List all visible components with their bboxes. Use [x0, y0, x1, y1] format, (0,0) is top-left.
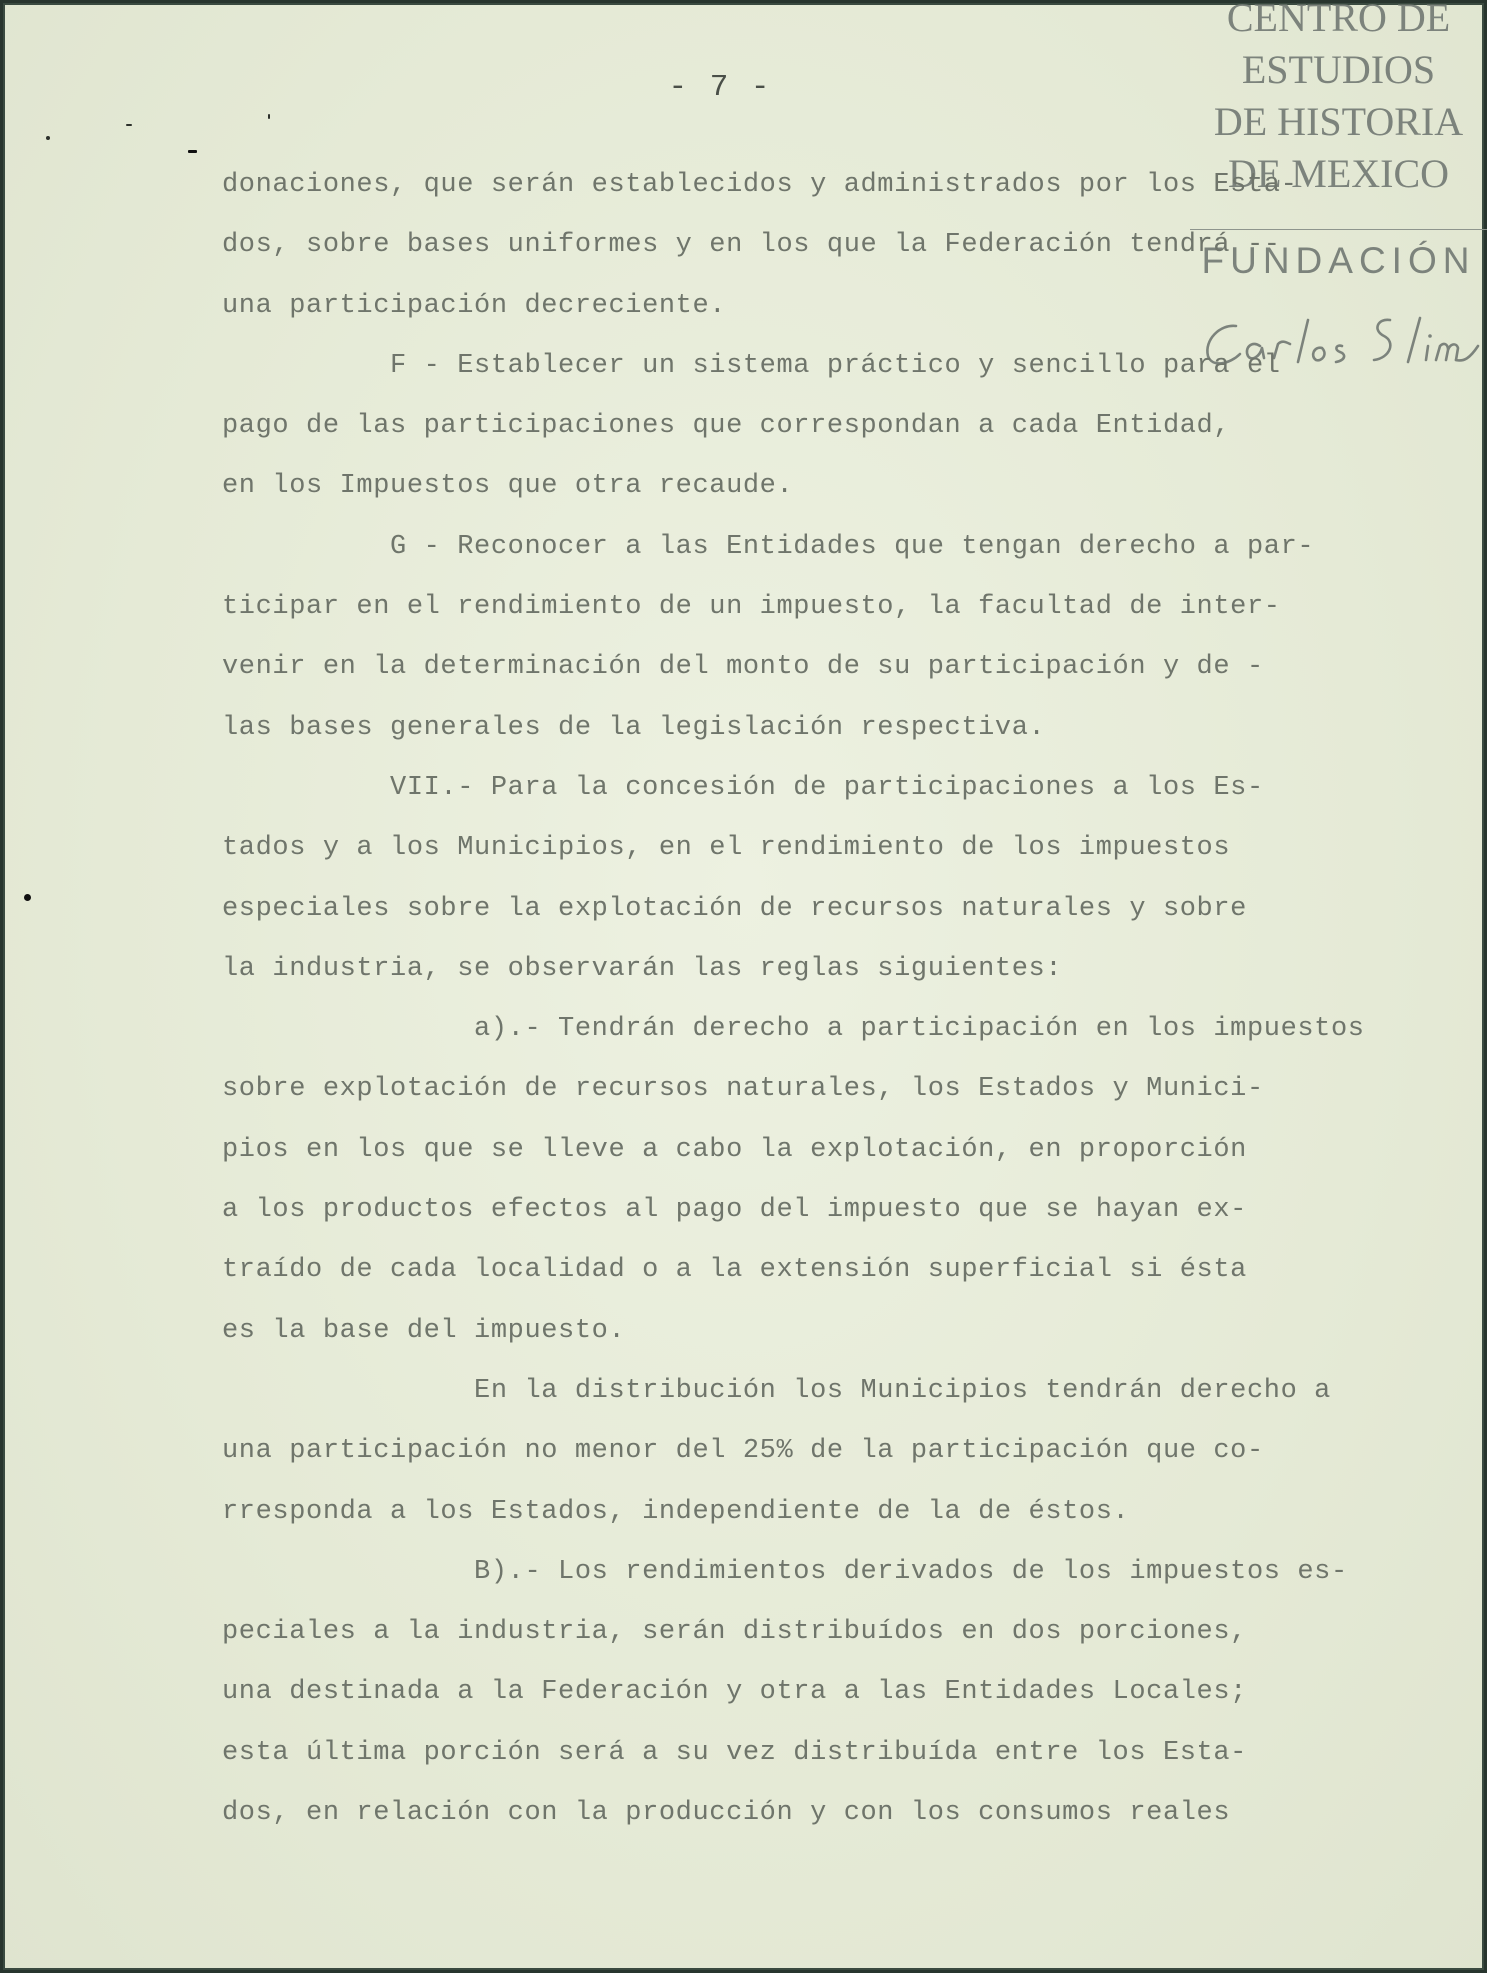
- text-line: VII.- Para la concesión de participaciones a los Es-: [222, 772, 1264, 803]
- text-line: una participación no menor del 25% de la participación que co-: [222, 1436, 1264, 1467]
- ink-speck: [24, 894, 31, 901]
- text-line: las bases generales de la legislación respectiva.: [222, 712, 1046, 743]
- text-line: ticipar en el rendimiento de un impuesto, la facultad de inter-: [222, 592, 1281, 623]
- text-line: una destinada a la Federación y otra a las Entidades Locales;: [222, 1677, 1247, 1708]
- text-line: G - Reconocer a las Entidades que tengan derecho a par-: [222, 531, 1315, 562]
- text-line: rresponda a los Estados, independiente de la de éstos.: [222, 1496, 1130, 1527]
- text-line: B).- Los rendimientos derivados de los impuestos es-: [222, 1556, 1348, 1587]
- stamp-line: DE HISTORIA: [1213, 99, 1464, 144]
- text-line: esta última porción será a su vez distribuída entre los Esta-: [222, 1737, 1247, 1768]
- text-line: la industria, se observarán las reglas siguientes:: [222, 953, 1063, 984]
- stamp-foundation: FUNDACIÓN: [1201, 240, 1476, 281]
- text-line: sobre explotación de recursos naturales, los Estados y Munici-: [222, 1074, 1264, 1105]
- ink-speck: [188, 150, 197, 153]
- text-line: pios en los que se lleve a cabo la explotación, en proporción: [222, 1134, 1247, 1165]
- ink-speck: [46, 136, 50, 140]
- text-line: tados y a los Municipios, en el rendimiento de los impuestos: [222, 833, 1231, 864]
- text-line: en los Impuestos que otra recaude.: [222, 471, 794, 502]
- stamp-line: CENTRO DE: [1226, 0, 1451, 40]
- text-line: traído de cada localidad o a la extensión superficial si ésta: [222, 1255, 1247, 1286]
- text-line: peciales a la industria, serán distribuídos en dos porciones,: [222, 1617, 1247, 1648]
- stamp-line: DE MEXICO: [1227, 151, 1450, 196]
- text-line: a los productos efectos al pago del impuesto que se hayan ex-: [222, 1195, 1247, 1226]
- text-line: dos, sobre bases uniformes y en los que la Federación tendrá --: [222, 230, 1281, 261]
- text-line: donaciones, que serán establecidos y administrados por los Esta-: [222, 170, 1298, 200]
- ink-speck: [126, 124, 132, 126]
- ink-speck: [268, 114, 270, 119]
- text-line: especiales sobre la explotación de recursos naturales y sobre: [222, 893, 1247, 924]
- text-line: una participación decreciente.: [222, 290, 727, 321]
- typed-text-body: [222, 155, 1365, 1843]
- text-line: pago de las participaciones que correspondan a cada Entidad,: [222, 411, 1231, 442]
- text-line: a).- Tendrán derecho a participación en los impuestos: [222, 1014, 1365, 1045]
- text-line: dos, en relación con la producción y con los consumos reales: [222, 1798, 1231, 1829]
- text-line: venir en la determinación del monto de su participación y de -: [222, 652, 1264, 683]
- stamp-line: ESTUDIOS: [1241, 47, 1436, 92]
- page-number: - 7 -: [668, 70, 772, 105]
- text-line: En la distribución los Municipios tendrán derecho a: [222, 1375, 1331, 1406]
- text-line: F - Establecer un sistema práctico y sencillo para el: [222, 350, 1281, 381]
- text-line: es la base del impuesto.: [222, 1315, 626, 1346]
